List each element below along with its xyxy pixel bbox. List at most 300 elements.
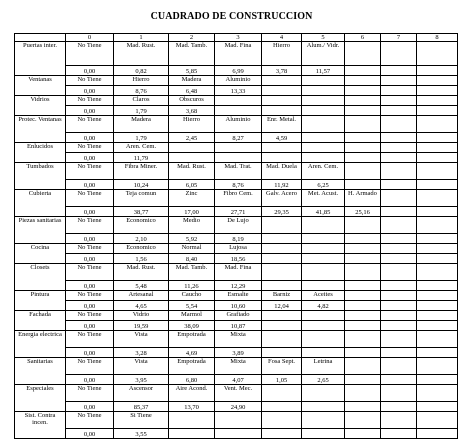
row-label: Energia electrica [15,331,66,358]
option-value-cell: 6,99 [215,66,262,76]
option-value-cell: 5,48 [114,281,169,291]
option-value-cell [381,153,417,163]
row-label: Fachada [15,311,66,331]
table-row [15,402,458,412]
option-value-cell [345,180,381,190]
option-value-cell [302,106,345,116]
option-name-cell [381,358,417,375]
option-name-cell: No Tiene [66,217,114,234]
option-value-cell: 8,76 [114,86,169,96]
option-name-cell: Claros [114,96,169,106]
option-value-cell [345,301,381,311]
table-row [15,244,458,254]
table-row [15,281,458,291]
option-name-cell: Empotrada [169,358,215,375]
option-value-cell: 38,09 [169,321,215,331]
option-name-cell [381,291,417,301]
option-value-cell [381,207,417,217]
option-value-cell [381,106,417,116]
option-value-cell [417,180,458,190]
option-value-cell [345,153,381,163]
option-value-cell: 29,35 [262,207,302,217]
column-header: 5 [302,34,345,42]
option-name-cell [262,96,302,106]
option-value-cell [345,86,381,96]
option-value-cell: 3,89 [215,348,262,358]
option-name-cell: No Tiene [66,412,114,429]
option-name-cell [381,143,417,153]
option-name-cell: No Tiene [66,385,114,402]
option-name-cell: No Tiene [66,291,114,301]
option-value-cell: 10,24 [114,180,169,190]
option-name-cell: Mad. Fina [215,264,262,281]
option-value-cell: 38,77 [114,207,169,217]
option-name-cell [345,116,381,133]
option-value-cell [302,429,345,439]
table-row [15,42,458,66]
column-header: 4 [262,34,302,42]
option-name-cell [262,412,302,429]
option-value-cell: 25,16 [345,207,381,217]
option-name-cell [169,412,215,429]
option-value-cell [345,375,381,385]
option-name-cell [345,412,381,429]
row-label: Cocina [15,244,66,264]
option-name-cell [302,311,345,321]
option-value-cell [417,402,458,412]
option-value-cell: 2,10 [114,234,169,244]
option-value-cell [262,429,302,439]
option-name-cell [262,76,302,86]
row-label: Sist. Contra incen. [15,412,66,439]
option-value-cell [262,153,302,163]
option-value-cell [381,375,417,385]
option-name-cell [417,244,458,254]
option-name-cell [381,331,417,348]
option-value-cell [417,207,458,217]
option-value-cell: 24,90 [215,402,262,412]
table-row [15,96,458,106]
row-label: Cubierta [15,190,66,217]
table-row [15,385,458,402]
option-name-cell: No Tiene [66,96,114,106]
option-name-cell [302,331,345,348]
option-name-cell: No Tiene [66,42,114,66]
option-value-cell [417,281,458,291]
option-name-cell [302,217,345,234]
option-name-cell: Lujosa [215,244,262,254]
option-value-cell [381,402,417,412]
option-name-cell [417,331,458,348]
option-name-cell [345,143,381,153]
row-label: Ventanas [15,76,66,96]
option-name-cell: Mad. Tamb. [169,264,215,281]
option-value-cell: 2,65 [302,375,345,385]
option-value-cell: 27,71 [215,207,262,217]
option-name-cell: Fibro Cem. [215,190,262,207]
option-name-cell: Aren. Cem. [302,163,345,180]
option-name-cell [262,264,302,281]
option-value-cell: 4,65 [114,301,169,311]
option-value-cell: 8,76 [215,180,262,190]
table-row [15,291,458,301]
option-value-cell: 85,37 [114,402,169,412]
option-name-cell: H. Armado [345,190,381,207]
option-value-cell [417,153,458,163]
option-name-cell [417,190,458,207]
table-row [15,412,458,429]
option-value-cell [381,180,417,190]
option-value-cell [302,321,345,331]
option-value-cell [381,301,417,311]
option-name-cell [302,244,345,254]
option-name-cell [381,264,417,281]
option-value-cell: 0,00 [66,180,114,190]
option-name-cell [417,412,458,429]
table-row [15,254,458,264]
option-value-cell: 1,56 [114,254,169,264]
option-name-cell [417,116,458,133]
table-row [15,180,458,190]
option-value-cell: 0,00 [66,234,114,244]
option-name-cell: No Tiene [66,143,114,153]
option-value-cell [302,234,345,244]
option-name-cell: No Tiene [66,190,114,207]
option-name-cell: Mad. Rust. [169,163,215,180]
option-name-cell: Vista [114,358,169,375]
option-name-cell: Aren. Cem. [114,143,169,153]
option-value-cell [262,86,302,96]
table-row [15,429,458,439]
table-row [15,234,458,244]
option-name-cell: Caucho [169,291,215,301]
row-label: Puertas inter. [15,42,66,76]
option-name-cell: Mad. Rust. [114,264,169,281]
option-value-cell: 11,26 [169,281,215,291]
option-value-cell: 11,92 [262,180,302,190]
option-value-cell [302,86,345,96]
option-value-cell [417,133,458,143]
row-label: Vidrios [15,96,66,116]
table-row [15,301,458,311]
table-row [15,116,458,133]
option-name-cell: No Tiene [66,331,114,348]
option-name-cell: Grafiado [215,311,262,321]
option-name-cell: Obscuros [169,96,215,106]
option-name-cell: Vent. Mec. [215,385,262,402]
page-title: CUADRADO DE CONSTRUCCION [150,11,313,22]
option-name-cell: Normal [169,244,215,254]
option-value-cell: 0,00 [66,375,114,385]
option-name-cell [345,311,381,321]
option-value-cell: 0,00 [66,153,114,163]
option-value-cell [381,133,417,143]
option-name-cell: Aluminio [215,76,262,86]
option-name-cell: Zinc [169,190,215,207]
option-value-cell: 0,00 [66,86,114,96]
option-name-cell [345,331,381,348]
row-label: Tumbados [15,163,66,190]
option-value-cell: 8,19 [215,234,262,244]
table-row [15,133,458,143]
option-name-cell: Mad. Trat. [215,163,262,180]
option-name-cell [417,163,458,180]
column-header: 2 [169,34,215,42]
option-name-cell: Teja comun [114,190,169,207]
column-header: 7 [381,34,417,42]
option-value-cell: 5,54 [169,301,215,311]
option-value-cell: 0,00 [66,429,114,439]
option-value-cell [345,348,381,358]
option-name-cell [262,143,302,153]
option-value-cell: 41,85 [302,207,345,217]
option-value-cell [302,281,345,291]
option-value-cell [417,375,458,385]
option-value-cell: 4,59 [262,133,302,143]
option-value-cell [262,402,302,412]
option-name-cell: Hierro [262,42,302,66]
option-name-cell: Mad. Fina [215,42,262,66]
option-value-cell [417,106,458,116]
option-value-cell: 18,56 [215,254,262,264]
table-row [15,163,458,180]
option-value-cell: 0,82 [114,66,169,76]
option-value-cell: 0,00 [66,66,114,76]
option-name-cell: Letrina [302,358,345,375]
option-name-cell: Mixta [215,331,262,348]
option-value-cell: 0,00 [66,301,114,311]
table-row [15,264,458,281]
option-value-cell [345,254,381,264]
option-name-cell [381,76,417,86]
option-value-cell: 17,00 [169,207,215,217]
table-row [15,106,458,116]
option-name-cell: No Tiene [66,264,114,281]
option-value-cell: 10,60 [215,301,262,311]
option-name-cell: Economico [114,244,169,254]
option-value-cell: 6,25 [302,180,345,190]
table-row [15,207,458,217]
option-name-cell [302,385,345,402]
option-value-cell [169,153,215,163]
option-value-cell [381,234,417,244]
option-value-cell [345,429,381,439]
table-row [15,190,458,207]
row-label: Protec. Ventanas [15,116,66,143]
option-value-cell: 4,69 [169,348,215,358]
option-name-cell: Artesanal [114,291,169,301]
option-name-cell: Economico [114,217,169,234]
option-value-cell: 13,33 [215,86,262,96]
option-value-cell [302,254,345,264]
option-value-cell: 19,59 [114,321,169,331]
option-name-cell [262,217,302,234]
option-name-cell: No Tiene [66,76,114,86]
column-header: 1 [114,34,169,42]
option-value-cell: 1,79 [114,106,169,116]
option-name-cell: Mad. Duela [262,163,302,180]
option-name-cell [169,143,215,153]
option-value-cell: 5,85 [169,66,215,76]
option-name-cell [215,143,262,153]
option-name-cell: Galv. Acero [262,190,302,207]
option-name-cell [417,42,458,66]
option-name-cell [381,116,417,133]
option-name-cell [381,311,417,321]
option-value-cell [417,66,458,76]
option-name-cell: Empotrada [169,331,215,348]
option-name-cell: Aceites [302,291,345,301]
option-value-cell [215,429,262,439]
option-name-cell: No Tiene [66,116,114,133]
column-header: 0 [66,34,114,42]
option-name-cell [417,76,458,86]
option-value-cell: 0,00 [66,348,114,358]
option-name-cell: Madera [114,116,169,133]
option-name-cell: No Tiene [66,311,114,321]
table-row [15,358,458,375]
option-value-cell [381,86,417,96]
option-value-cell [262,348,302,358]
option-name-cell [302,143,345,153]
option-name-cell: Madera [169,76,215,86]
option-value-cell [262,321,302,331]
option-value-cell [381,254,417,264]
option-value-cell [345,402,381,412]
option-value-cell: 4,82 [302,301,345,311]
row-label: Sanitarias [15,358,66,385]
option-name-cell [345,217,381,234]
option-value-cell: 3,78 [262,66,302,76]
option-value-cell: 5,92 [169,234,215,244]
option-name-cell [345,291,381,301]
option-value-cell: 6,80 [169,375,215,385]
column-header: 3 [215,34,262,42]
column-header: 8 [417,34,458,42]
option-name-cell [302,96,345,106]
option-name-cell: Alum./ Vidr. [302,42,345,66]
option-name-cell: Aluminio [215,116,262,133]
option-name-cell: Enr. Metal. [262,116,302,133]
option-value-cell: 2,45 [169,133,215,143]
option-value-cell [302,402,345,412]
option-name-cell [345,385,381,402]
option-name-cell [381,96,417,106]
option-name-cell [417,264,458,281]
option-value-cell [381,321,417,331]
option-name-cell [262,385,302,402]
option-value-cell: 11,79 [114,153,169,163]
table-row [15,375,458,385]
option-value-cell [262,106,302,116]
option-name-cell [345,96,381,106]
option-name-cell: Vidrio [114,311,169,321]
option-name-cell [381,385,417,402]
option-value-cell [169,429,215,439]
option-value-cell: 3,95 [114,375,169,385]
table-row [15,143,458,153]
option-name-cell: Met. Acust. [302,190,345,207]
option-name-cell [302,116,345,133]
option-name-cell: Fibra Miner. [114,163,169,180]
option-value-cell [417,348,458,358]
option-name-cell [215,96,262,106]
option-value-cell [215,153,262,163]
option-name-cell [381,163,417,180]
row-label: Piezas sanitarias [15,217,66,244]
option-name-cell [262,331,302,348]
option-name-cell [417,143,458,153]
option-name-cell: Barniz [262,291,302,301]
option-name-cell [345,244,381,254]
option-name-cell: Mad. Tamb. [169,42,215,66]
option-value-cell [345,281,381,291]
option-name-cell [215,412,262,429]
option-value-cell: 0,00 [66,106,114,116]
option-name-cell: Fosa Sept. [262,358,302,375]
option-name-cell: Aire Acond. [169,385,215,402]
option-value-cell [215,106,262,116]
option-name-cell [345,76,381,86]
option-value-cell [345,66,381,76]
option-value-cell: 0,00 [66,254,114,264]
option-name-cell [381,217,417,234]
option-value-cell: 3,28 [114,348,169,358]
option-value-cell [417,321,458,331]
option-value-cell [417,254,458,264]
option-value-cell [381,429,417,439]
option-value-cell: 12,04 [262,301,302,311]
option-value-cell [345,106,381,116]
option-name-cell [302,76,345,86]
table-body [15,34,458,439]
option-value-cell: 0,00 [66,321,114,331]
option-name-cell [417,217,458,234]
row-label: Enlucidos [15,143,66,163]
option-name-cell [345,163,381,180]
option-name-cell [302,412,345,429]
option-name-cell [417,291,458,301]
option-value-cell: 6,05 [169,180,215,190]
option-name-cell [345,358,381,375]
option-value-cell: 0,00 [66,133,114,143]
option-name-cell: Si Tiene [114,412,169,429]
option-value-cell [345,234,381,244]
option-name-cell [381,190,417,207]
table-row [15,311,458,321]
option-name-cell: No Tiene [66,244,114,254]
option-value-cell: 3,68 [169,106,215,116]
option-value-cell [417,429,458,439]
row-label: Closets [15,264,66,291]
option-name-cell: Hierro [114,76,169,86]
option-name-cell [302,264,345,281]
option-value-cell [381,281,417,291]
option-name-cell [417,358,458,375]
table-row [15,331,458,348]
option-value-cell: 13,70 [169,402,215,412]
option-value-cell [345,133,381,143]
option-value-cell [262,234,302,244]
table-row [15,348,458,358]
option-value-cell: 0,00 [66,207,114,217]
row-label: Pintura [15,291,66,311]
option-value-cell [381,348,417,358]
option-name-cell: Marmol [169,311,215,321]
option-value-cell: 10,87 [215,321,262,331]
option-name-cell: Hierro [169,116,215,133]
table-row [15,153,458,163]
